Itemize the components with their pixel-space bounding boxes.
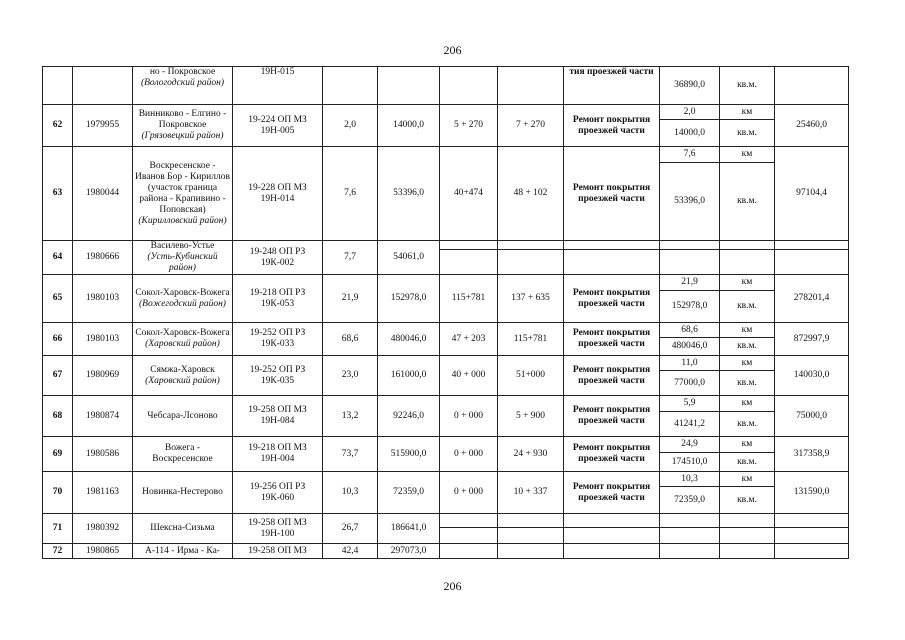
road-id: 1980044 — [73, 147, 133, 241]
unit-km: км — [720, 437, 775, 453]
road-code: 19Н-015 — [233, 67, 323, 105]
empty-cell — [775, 544, 849, 559]
empty-cell — [660, 528, 720, 544]
empty-cell — [498, 514, 564, 528]
road-name: Василево-Устье (Усть-Кубинский район) — [133, 241, 233, 275]
unit-sqm: кв.м. — [720, 67, 775, 105]
segment-start: 5 + 270 — [440, 105, 498, 147]
page-number-bottom: 206 — [443, 579, 462, 593]
road-length — [323, 67, 378, 105]
segment-start: 40+474 — [440, 147, 498, 241]
work-type: тия проезжей части — [564, 67, 660, 105]
table-row — [43, 437, 849, 453]
unit-sqm: кв.м. — [720, 120, 775, 147]
road-code: 19-252 ОП РЗ 19К-033 — [233, 323, 323, 356]
segment-start: 40 + 000 — [440, 356, 498, 396]
work-length: 2,0 — [660, 105, 720, 120]
road-area: 161000,0 — [378, 356, 440, 396]
empty-cell — [440, 528, 498, 544]
row-number: 68 — [43, 396, 73, 437]
road-area: 480046,0 — [378, 323, 440, 356]
cost: 872997,9 — [775, 323, 849, 356]
empty-cell — [440, 250, 498, 275]
table-row — [43, 323, 849, 338]
segment-end: 5 + 900 — [498, 396, 564, 437]
work-area: 152978,0 — [660, 291, 720, 323]
unit-km: км — [720, 323, 775, 338]
segment-start: 0 + 000 — [440, 472, 498, 514]
row-number: 66 — [43, 323, 73, 356]
empty-cell — [660, 544, 720, 559]
empty-cell — [720, 250, 775, 275]
cost: 97104,4 — [775, 147, 849, 241]
road-length: 10,3 — [323, 472, 378, 514]
empty-cell — [564, 250, 660, 275]
empty-cell — [720, 241, 775, 250]
road-code: 19-224 ОП МЗ 19Н-005 — [233, 105, 323, 147]
row-number — [43, 67, 73, 105]
road-name: Сокол-Харовск-Вожега (Харовский район) — [133, 323, 233, 356]
table-row — [43, 241, 849, 250]
road-area: 54061,0 — [378, 241, 440, 275]
road-name: Чебсара-Лсоново — [133, 396, 233, 437]
unit-km: км — [720, 105, 775, 120]
row-number: 70 — [43, 472, 73, 514]
table-row — [43, 105, 849, 120]
road-id: 1980103 — [73, 275, 133, 323]
work-length: 5,9 — [660, 396, 720, 412]
empty-cell — [775, 528, 849, 544]
table-row — [43, 396, 849, 412]
unit-km: км — [720, 472, 775, 487]
road-id: 1980969 — [73, 356, 133, 396]
cost: 278201,4 — [775, 275, 849, 323]
road-id: 1981163 — [73, 472, 133, 514]
row-number: 67 — [43, 356, 73, 396]
segment-start: 47 + 203 — [440, 323, 498, 356]
road-length: 2,0 — [323, 105, 378, 147]
road-code: 19-258 ОП МЗ 19Н-084 — [233, 396, 323, 437]
work-length: 21,9 — [660, 275, 720, 291]
road-area: 92246,0 — [378, 396, 440, 437]
unit-sqm: кв.м. — [720, 412, 775, 437]
empty-cell — [564, 241, 660, 250]
row-number: 62 — [43, 105, 73, 147]
road-length: 73,7 — [323, 437, 378, 472]
road-id: 1980865 — [73, 544, 133, 559]
segment-end: 48 + 102 — [498, 147, 564, 241]
work-area: 14000,0 — [660, 120, 720, 147]
row-number: 65 — [43, 275, 73, 323]
segment-start: 0 + 000 — [440, 437, 498, 472]
unit-sqm: кв.м. — [720, 291, 775, 323]
road-length: 7,7 — [323, 241, 378, 275]
road-length: 13,2 — [323, 396, 378, 437]
empty-cell — [498, 544, 564, 559]
work-type: Ремонт покрытия проезжей части — [564, 105, 660, 147]
segment-start: 115+781 — [440, 275, 498, 323]
segment-end: 10 + 337 — [498, 472, 564, 514]
empty-cell — [564, 528, 660, 544]
unit-sqm: кв.м. — [720, 487, 775, 514]
road-name: Сокол-Харовск-Вожега (Вожегодский район) — [133, 275, 233, 323]
empty-cell — [720, 528, 775, 544]
row-number: 64 — [43, 241, 73, 275]
segment-end: 7 + 270 — [498, 105, 564, 147]
work-area: 36890,0 — [660, 67, 720, 105]
road-code: 19-256 ОП РЗ 19К-060 — [233, 472, 323, 514]
empty-cell — [440, 514, 498, 528]
unit-km: км — [720, 275, 775, 291]
segment-start: 0 + 000 — [440, 396, 498, 437]
work-length: 7,6 — [660, 147, 720, 163]
unit-sqm: кв.м. — [720, 371, 775, 396]
road-id: 1980392 — [73, 514, 133, 544]
unit-km: км — [720, 356, 775, 371]
empty-cell — [440, 544, 498, 559]
road-name: но - Покровское (Вологодский район) — [133, 67, 233, 105]
segment-end — [498, 67, 564, 105]
work-area: 77000,0 — [660, 371, 720, 396]
cost: 131590,0 — [775, 472, 849, 514]
work-type: Ремонт покрытия проезжей части — [564, 396, 660, 437]
cost: 25460,0 — [775, 105, 849, 147]
page-number-top: 206 — [443, 43, 462, 57]
road-area: 53396,0 — [378, 147, 440, 241]
work-type: Ремонт покрытия проезжей части — [564, 147, 660, 241]
empty-cell — [660, 241, 720, 250]
work-type: Ремонт покрытия проезжей части — [564, 275, 660, 323]
segment-end: 115+781 — [498, 323, 564, 356]
cost: 75000,0 — [775, 396, 849, 437]
empty-cell — [720, 514, 775, 528]
unit-sqm: кв.м. — [720, 163, 775, 241]
road-repair-table — [42, 66, 849, 559]
segment-end: 137 + 635 — [498, 275, 564, 323]
road-id — [73, 67, 133, 105]
work-area: 480046,0 — [660, 338, 720, 356]
segment-start — [440, 67, 498, 105]
empty-cell — [660, 514, 720, 528]
row-number: 71 — [43, 514, 73, 544]
table-row — [43, 356, 849, 371]
empty-cell — [775, 250, 849, 275]
work-length: 11,0 — [660, 356, 720, 371]
work-area: 174510,0 — [660, 453, 720, 472]
row-number: 63 — [43, 147, 73, 241]
empty-cell — [775, 241, 849, 250]
work-length: 10,3 — [660, 472, 720, 487]
segment-end: 24 + 930 — [498, 437, 564, 472]
work-area: 53396,0 — [660, 163, 720, 241]
table-row — [43, 67, 849, 105]
road-id: 1980103 — [73, 323, 133, 356]
work-type: Ремонт покрытия проезжей части — [564, 472, 660, 514]
table-row — [43, 147, 849, 163]
empty-cell — [564, 514, 660, 528]
road-name: Сямжа-Харовск (Харовский район) — [133, 356, 233, 396]
cost: 140030,0 — [775, 356, 849, 396]
road-length: 26,7 — [323, 514, 378, 544]
unit-sqm: кв.м. — [720, 338, 775, 356]
unit-km: км — [720, 396, 775, 412]
empty-cell — [440, 241, 498, 250]
empty-cell — [720, 544, 775, 559]
road-code: 19-218 ОП РЗ 19К-053 — [233, 275, 323, 323]
table-row — [43, 514, 849, 528]
road-id: 1980874 — [73, 396, 133, 437]
table-row — [43, 544, 849, 559]
road-name: Шексна-Сизьма — [133, 514, 233, 544]
empty-cell — [564, 544, 660, 559]
table-row — [43, 472, 849, 487]
road-length: 21,9 — [323, 275, 378, 323]
road-code: 19-258 ОП МЗ 19Н-100 — [233, 514, 323, 544]
work-type: Ремонт покрытия проезжей части — [564, 323, 660, 356]
segment-end: 51+000 — [498, 356, 564, 396]
road-area: 515900,0 — [378, 437, 440, 472]
empty-cell — [498, 241, 564, 250]
row-number: 72 — [43, 544, 73, 559]
road-name: Вожега - Воскресенское — [133, 437, 233, 472]
road-length: 42,4 — [323, 544, 378, 559]
table-row — [43, 275, 849, 291]
unit-km: км — [720, 147, 775, 163]
cost — [775, 67, 849, 105]
road-code: 19-248 ОП РЗ 19К-002 — [233, 241, 323, 275]
road-area — [378, 67, 440, 105]
work-length: 24,9 — [660, 437, 720, 453]
road-length: 7,6 — [323, 147, 378, 241]
road-name: Винниково - Елгино - Покровское (Грязовецкий район) — [133, 105, 233, 147]
road-area: 152978,0 — [378, 275, 440, 323]
road-length: 68,6 — [323, 323, 378, 356]
road-id: 1979955 — [73, 105, 133, 147]
road-area: 186641,0 — [378, 514, 440, 544]
road-code: 19-218 ОП МЗ 19Н-004 — [233, 437, 323, 472]
work-type: Ремонт покрытия проезжей части — [564, 356, 660, 396]
road-name: Воскресенское - Иванов Бор - Кириллов (участок граница района - Крапивино - Поповская) (Кирилловский район) — [133, 147, 233, 241]
unit-sqm: кв.м. — [720, 453, 775, 472]
empty-cell — [498, 528, 564, 544]
road-area: 72359,0 — [378, 472, 440, 514]
road-length: 23,0 — [323, 356, 378, 396]
road-code: 19-228 ОП МЗ 19Н-014 — [233, 147, 323, 241]
row-number: 69 — [43, 437, 73, 472]
cost: 317358,9 — [775, 437, 849, 472]
work-type: Ремонт покрытия проезжей части — [564, 437, 660, 472]
road-id: 1980666 — [73, 241, 133, 275]
road-code: 19-252 ОП РЗ 19К-035 — [233, 356, 323, 396]
work-area: 72359,0 — [660, 487, 720, 514]
road-code: 19-258 ОП МЗ — [233, 544, 323, 559]
work-length: 68,6 — [660, 323, 720, 338]
empty-cell — [660, 250, 720, 275]
road-area: 297073,0 — [378, 544, 440, 559]
road-id: 1980586 — [73, 437, 133, 472]
empty-cell — [498, 250, 564, 275]
road-name: А-114 - Ирма - Ка- — [133, 544, 233, 559]
road-name: Новинка-Нестерово — [133, 472, 233, 514]
road-area: 14000,0 — [378, 105, 440, 147]
work-area: 41241,2 — [660, 412, 720, 437]
empty-cell — [775, 514, 849, 528]
